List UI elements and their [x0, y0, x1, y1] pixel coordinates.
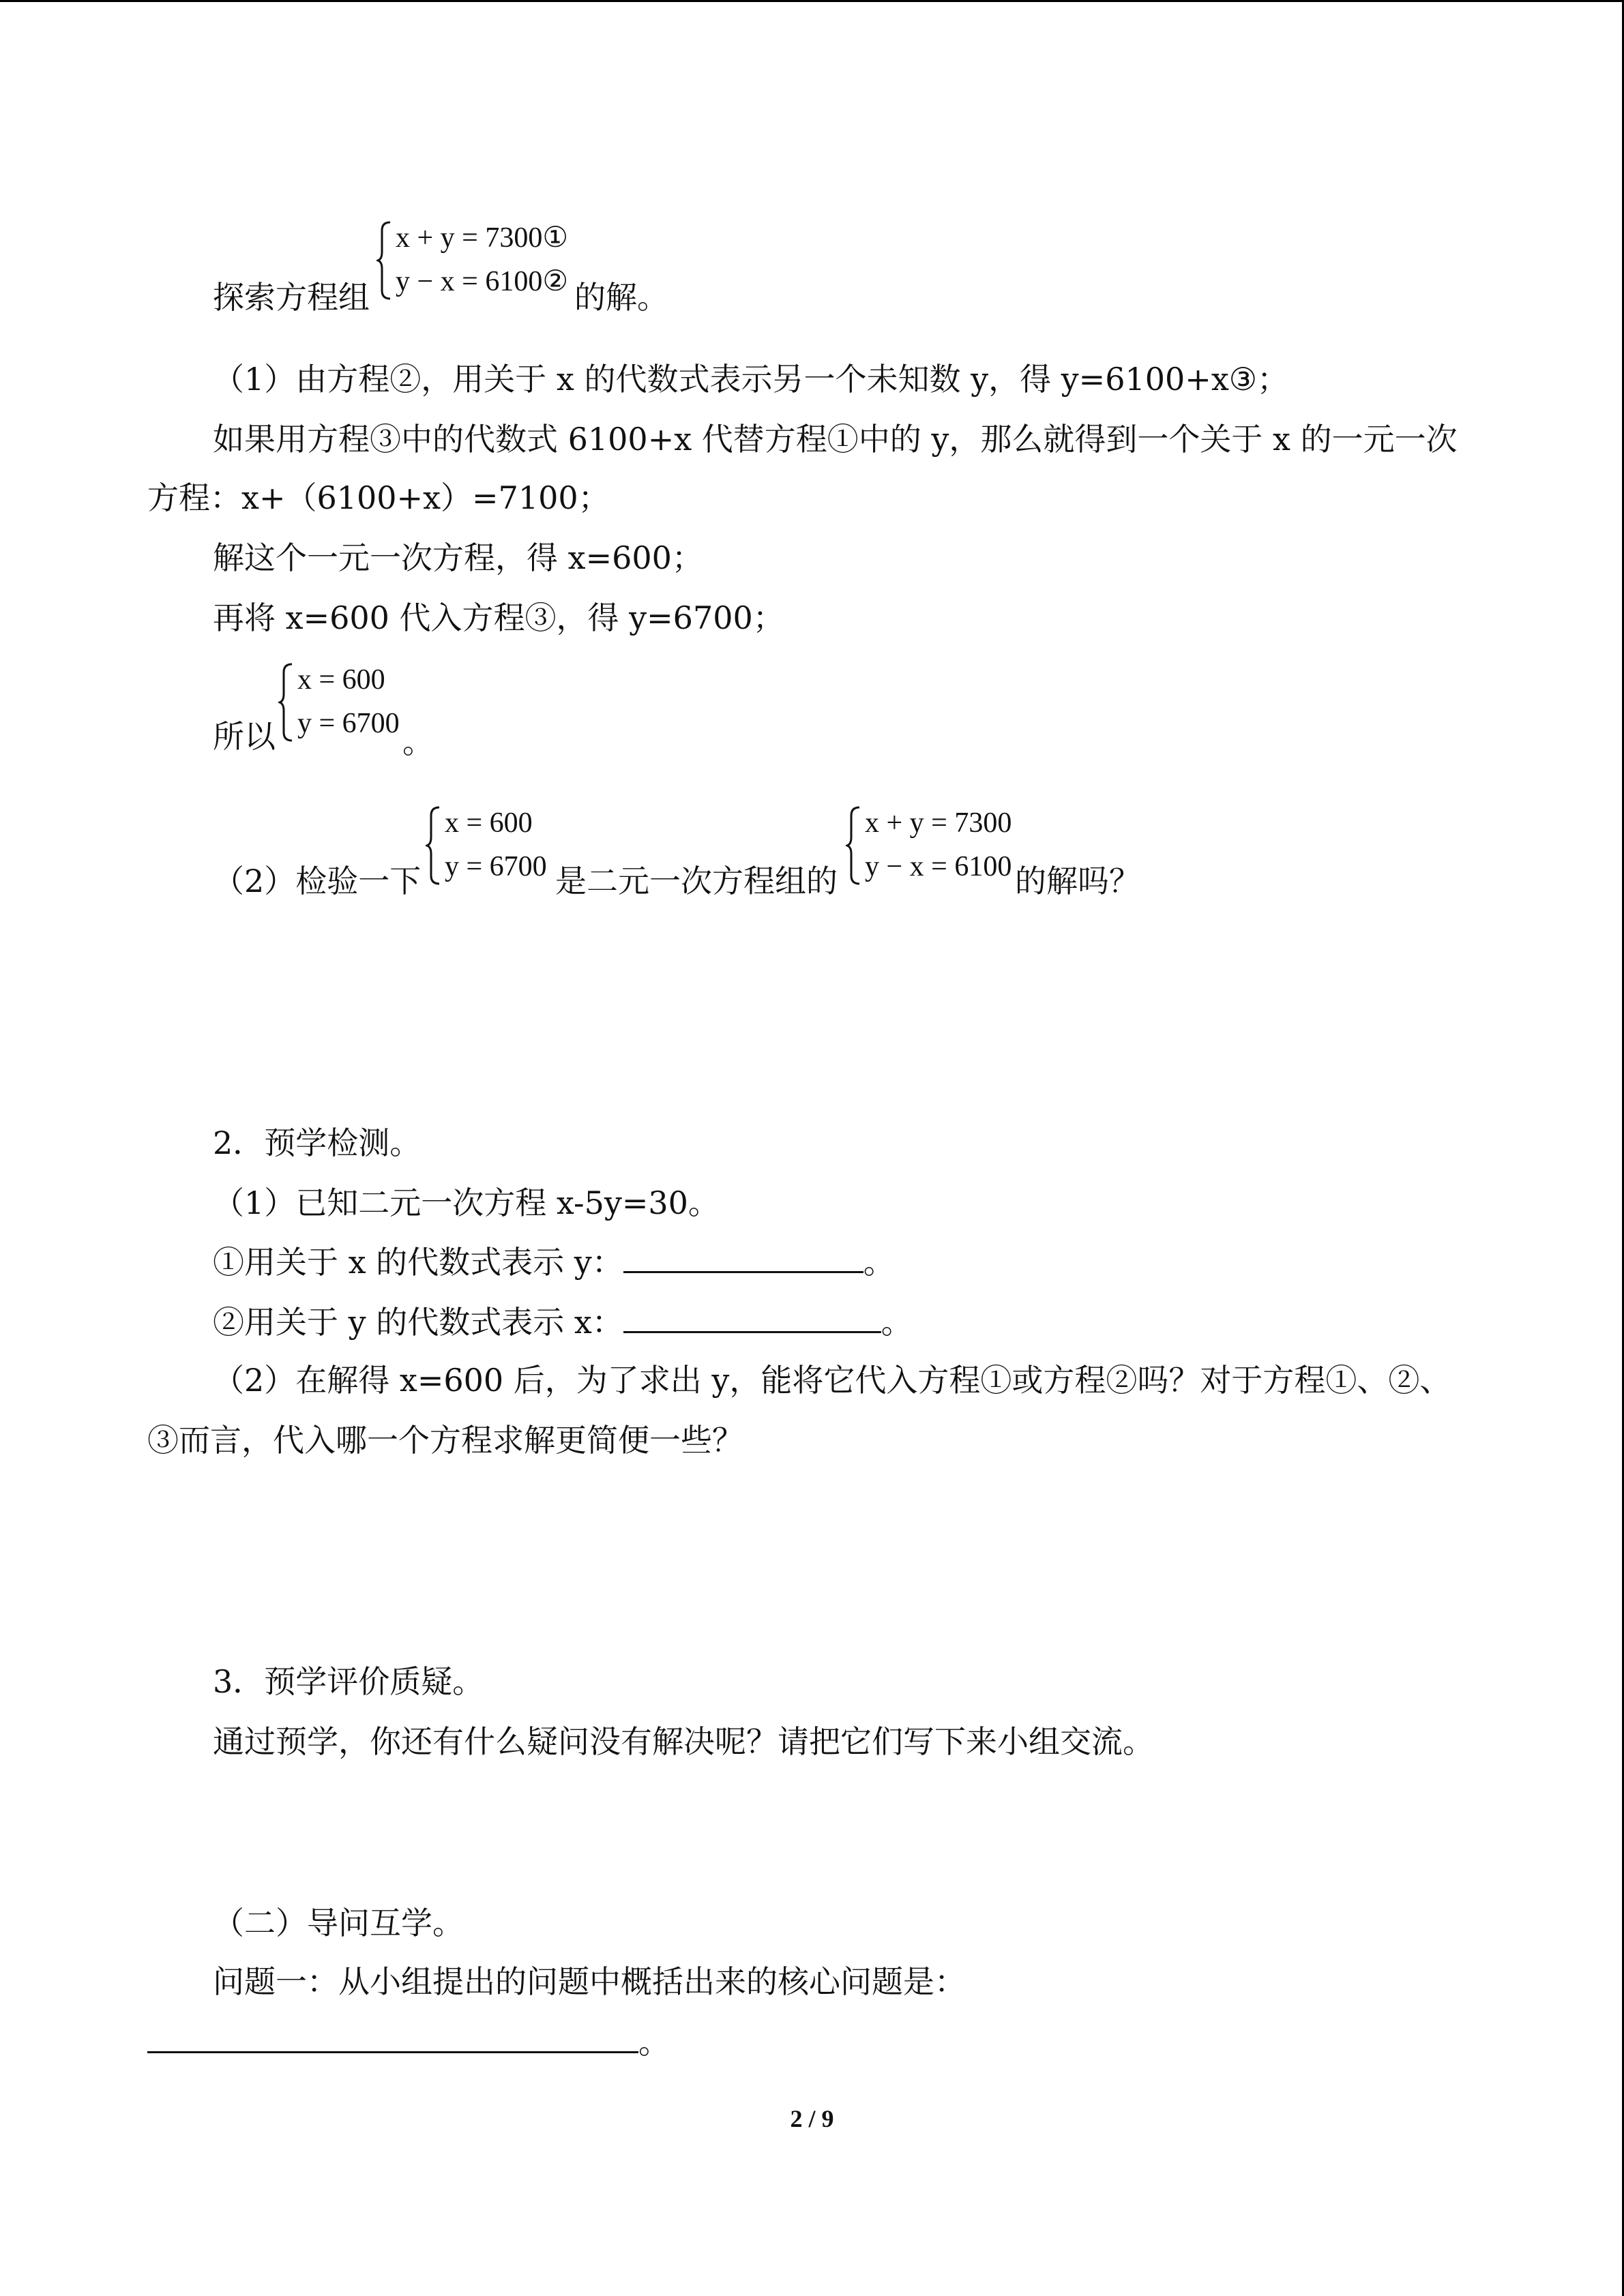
- section2-q1b: [213, 1301, 913, 1343]
- part2-period: 。: [638, 2024, 670, 2061]
- step2-sys-eq1: x + y = 7300: [865, 807, 1012, 839]
- step2-middle: 是二元一次方程组的: [555, 863, 838, 899]
- explore-prefix: 探索方程组: [213, 279, 370, 316]
- answer-blank-x[interactable]: [623, 1301, 881, 1333]
- section2-q1a: [213, 1241, 895, 1283]
- section2-q1: （1）已知二元一次方程 x-5y=30。: [213, 1184, 720, 1221]
- answer-blank-core-question[interactable]: [147, 2021, 638, 2053]
- section2-q2-line1: （2）在解得 x=600 后，为了求出 y，能将它代入方程①或方程②吗？对于方程①、②、: [213, 1362, 1451, 1399]
- page-border-top: [0, 0, 1624, 2]
- answer-blank-y[interactable]: [623, 1241, 863, 1273]
- explore-eq2: y − x = 6100②: [396, 266, 569, 297]
- solution-eq1: x = 600: [297, 664, 385, 696]
- step1-line3: 方程：x+（6100+x）=7100；: [147, 479, 610, 516]
- section3-text: 通过预学，你还有什么疑问没有解决呢？请把它们写下来小组交流。: [213, 1723, 1154, 1760]
- left-brace-icon: [278, 661, 296, 743]
- section2-title: 2．预学检测。: [213, 1124, 422, 1161]
- step1-line4: 解这个一元一次方程，得 x=600；: [213, 539, 703, 576]
- left-brace-icon: [426, 805, 443, 886]
- q1a-period: 。: [863, 1244, 895, 1281]
- step2-solution-system: [426, 805, 562, 886]
- step1-line2: 如果用方程③中的代数式 6100+x 代替方程①中的 y，那么就得到一个关于 x 的一元一次: [213, 421, 1458, 458]
- step2-prefix: （2）检验一下: [213, 863, 422, 899]
- step2-sol-eq1: x = 600: [445, 807, 533, 839]
- part2-answer-line: [147, 2021, 670, 2063]
- step2-sys-eq2: y − x = 6100: [865, 851, 1012, 882]
- left-brace-icon: [377, 220, 394, 301]
- solution-system: [278, 661, 415, 743]
- left-brace-icon: [846, 805, 863, 886]
- step1-line1: （1）由方程②，用关于 x 的代数式表示另一个未知数 y，得 y=6100+x③；: [213, 361, 1289, 398]
- section3-title: 3．预学评价质疑。: [213, 1663, 484, 1700]
- step2-sol-eq2: y = 6700: [445, 851, 547, 882]
- part2-title: （二）导问互学。: [213, 1905, 464, 1941]
- q1a-label: ①用关于 x 的代数式表示 y：: [213, 1244, 623, 1281]
- step2-equation-system: [846, 805, 1023, 886]
- therefore-suffix: 。: [402, 724, 434, 760]
- therefore-prefix: 所以: [213, 718, 276, 755]
- q1b-label: ②用关于 y 的代数式表示 x：: [213, 1304, 623, 1341]
- q1b-period: 。: [881, 1304, 913, 1341]
- solution-eq2: y = 6700: [297, 708, 400, 739]
- section2-q2-line2: ③而言，代入哪一个方程求解更简便一些？: [147, 1422, 743, 1459]
- explore-equation-system: [377, 220, 581, 301]
- explore-suffix: 的解。: [574, 279, 668, 316]
- explore-eq1: x + y = 7300①: [396, 222, 569, 254]
- page-number: 2 / 9: [790, 2105, 834, 2132]
- step2-suffix: 的解吗？: [1015, 863, 1140, 899]
- part2-q1: 问题一：从小组提出的问题中概括出来的核心问题是：: [213, 1963, 966, 2000]
- step1-line5: 再将 x=600 代入方程③，得 y=6700；: [213, 599, 784, 636]
